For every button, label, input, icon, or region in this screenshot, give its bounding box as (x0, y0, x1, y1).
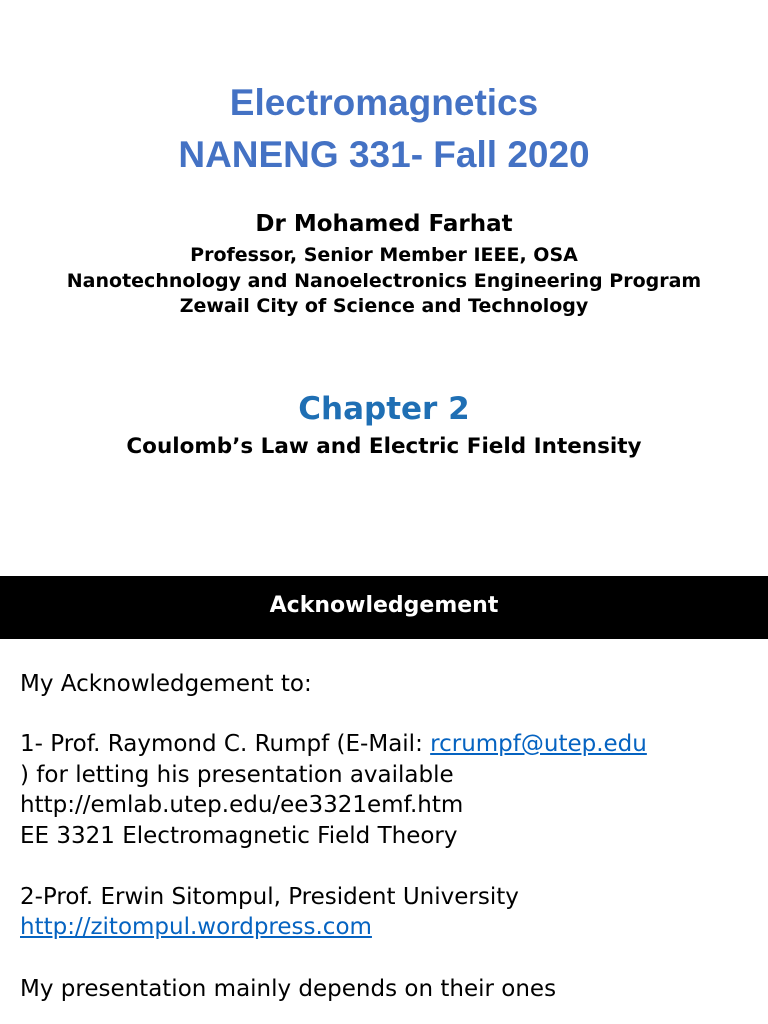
author-position: Professor, Senior Member IEEE, OSA (190, 244, 578, 266)
wordpress-link[interactable]: http://zitompul.wordpress.com (20, 914, 372, 940)
author-name: Dr Mohamed Farhat (255, 211, 513, 237)
chapter-subtitle: Coulomb’s Law and Electric Field Intensity (126, 434, 642, 459)
course-title-line-2: NANENG 331- Fall 2020 (178, 134, 590, 175)
ack-item-1-url: http://emlab.utep.edu/ee3321emf.htm (20, 792, 464, 818)
ack-item-1-line-2: ) for letting his presentation available (20, 762, 454, 788)
ack-item-2-link-line (20, 916, 372, 939)
ack-item-2-text: 2-Prof. Erwin Sitompul, President University (20, 884, 519, 910)
ack-item-1-prefix: 1- Prof. Raymond C. Rumpf (E-Mail: (20, 731, 431, 757)
author-institution: Zewail City of Science and Technology (179, 295, 589, 317)
acknowledgement-closing: My presentation mainly depends on their ones (20, 976, 557, 1002)
ack-item-1-line-1 (20, 733, 647, 756)
course-title-line-1: Electromagnetics (229, 82, 539, 123)
acknowledgement-title: Acknowledgement (269, 593, 499, 618)
author-program: Nanotechnology and Nanoelectronics Engineering Program (66, 270, 702, 292)
acknowledgement-intro: My Acknowledgement to: (20, 671, 312, 697)
email-link[interactable]: rcrumpf@utep.edu (430, 731, 647, 757)
ack-item-1-course: EE 3321 Electromagnetic Field Theory (20, 823, 458, 849)
acknowledgement-header-bar (0, 576, 768, 639)
chapter-title: Chapter 2 (298, 391, 470, 427)
